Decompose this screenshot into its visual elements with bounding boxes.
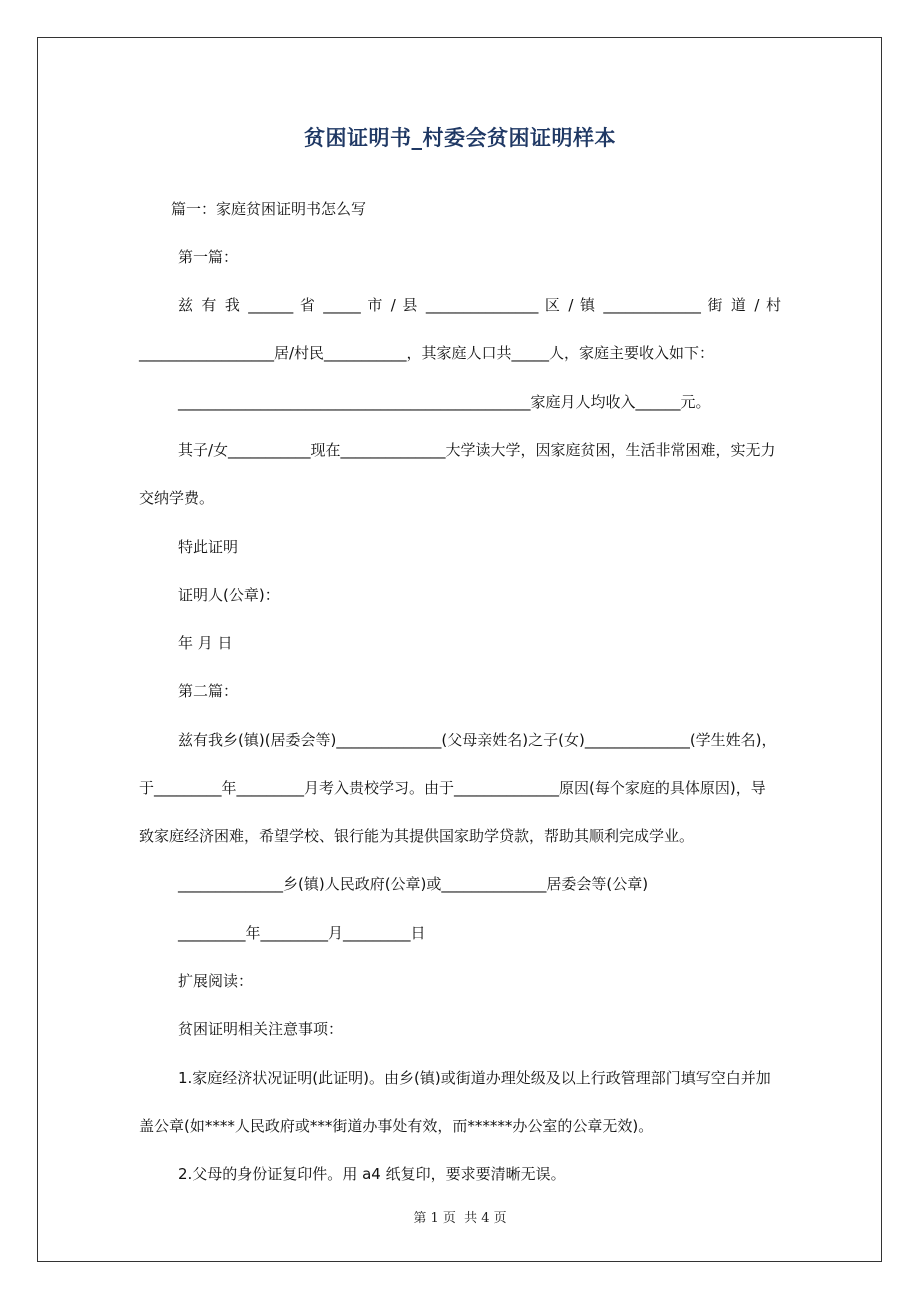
paragraph-line: __________________居/村民___________，其家庭人口共_____人，家庭主要收入如下： — [139, 344, 715, 362]
paragraph-line: 于_________年_________月考入贵校学习。由于______________原因(每个家庭的具体原因)，导 — [139, 779, 766, 797]
paragraph-label-first: 第一篇： — [178, 248, 239, 266]
list-item-continued: 盖公章(如****人民政府或***街道办事处有效，而******办公室的公章无效)。 — [139, 1117, 654, 1135]
list-item: 2.父母的身份证复印件。用 a4 纸复印，要求要清晰无误。 — [178, 1165, 566, 1183]
paragraph-line: 兹有我乡(镇)(居委会等)______________(父母亲姓名)之子(女)______________(学生姓名)， — [178, 731, 777, 749]
document-title: 贫困证明书_村委会贫困证明样本 — [304, 126, 616, 150]
paragraph-line: 证明人(公章)： — [178, 586, 280, 604]
page-total: 共 4 页 — [464, 1211, 507, 1226]
paragraph-line: 致家庭经济困难，希望学校、银行能为其提供国家助学贷款，帮助其顺利完成学业。 — [139, 827, 695, 845]
paragraph-line: ______________乡(镇)人民政府(公章)或______________居委会等(公章) — [178, 875, 649, 893]
paragraph-line: _______________________________________________家庭月人均收入______元。 — [178, 393, 711, 411]
page-number: 第 1 页 — [413, 1211, 456, 1226]
section-heading-notes: 贫困证明相关注意事项： — [178, 1020, 344, 1038]
list-item: 1.家庭经济状况证明(此证明)。由乡(镇)或街道办理处级及以上行政管理部门填写空白并加 — [178, 1069, 771, 1087]
paragraph-line: 兹 有 我 ______ 省 _____ 市 / 县 _______________ 区 / 镇 _____________ 街 道 / 村 — [178, 296, 781, 314]
section-heading-1: 篇一：家庭贫困证明书怎么写 — [171, 200, 367, 218]
date-line: 年 月 日 — [178, 634, 233, 652]
section-heading-extended: 扩展阅读： — [178, 972, 254, 990]
date-line: _________年_________月_________日 — [178, 924, 426, 942]
paragraph-line: 特此证明 — [178, 538, 239, 556]
page-footer — [0, 1207, 920, 1226]
paragraph-line: 交纳学费。 — [139, 489, 215, 507]
paragraph-line: 其子/女___________现在______________大学读大学，因家庭贫困，生活非常困难，实无力 — [178, 441, 776, 459]
paragraph-label-second: 第二篇： — [178, 682, 239, 700]
